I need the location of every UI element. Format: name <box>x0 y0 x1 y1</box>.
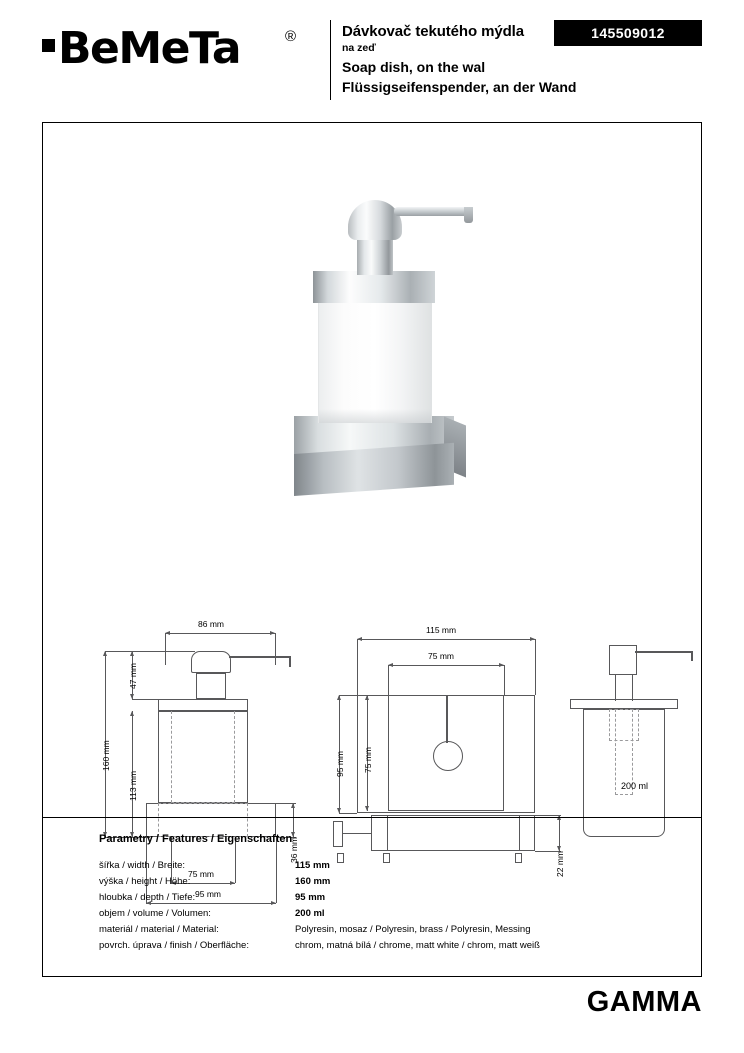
parameter-row <box>99 906 659 922</box>
series-brand-label: GAMMA <box>586 986 702 1018</box>
parameter-row <box>99 922 659 938</box>
front-pump-spout <box>229 656 291 658</box>
parameter-row <box>99 858 659 874</box>
parameter-label: povrch. úprava / finish / Oberfläche: <box>99 940 249 951</box>
ext-line <box>504 665 505 695</box>
side-pump-spout-tip <box>691 651 693 661</box>
dim-arrow <box>130 711 134 716</box>
parameter-row <box>99 890 659 906</box>
ext-line <box>535 639 536 695</box>
ext-line <box>105 651 195 652</box>
parameter-value: Polyresin, mosaz / Polyresin, brass / Polyresin, Messing <box>295 924 531 935</box>
side-pump-spout <box>635 651 693 653</box>
parameter-value: chrom, matná bílá / chrome, matt white / chrom, matt weiß <box>295 940 540 951</box>
ext-line <box>388 665 389 695</box>
side-pump-head <box>609 645 637 675</box>
parameters-separator <box>43 817 701 818</box>
front-pump-head <box>191 651 231 673</box>
product-title-en: Soap dish, on the wal <box>342 59 486 75</box>
dim-label-front-height-total: 160 mm <box>101 740 111 771</box>
dim-label-top-width-outer: 115 mm <box>426 625 457 635</box>
ext-line <box>357 639 358 695</box>
front-pump-spout-tip <box>289 656 291 667</box>
parameter-value: 200 ml <box>295 908 325 919</box>
side-pump-neck <box>615 675 633 701</box>
ext-line <box>165 633 166 665</box>
parameter-row <box>99 874 659 890</box>
side-tube-top-dashed <box>609 709 639 741</box>
ext-line <box>275 633 276 665</box>
parameter-label: materiál / material / Material: <box>99 924 219 935</box>
dim-line-top-width-outer <box>357 639 535 640</box>
ext-line <box>132 699 160 700</box>
front-bottle-collar <box>158 699 248 711</box>
product-title-cz-sub: na zeď <box>342 42 376 54</box>
parameter-label: objem / volume / Volumen: <box>99 908 211 919</box>
photo-bottle-collar <box>313 271 435 303</box>
dim-arrow <box>365 806 369 811</box>
dim-label-front-body-width: 75 mm <box>188 869 214 879</box>
top-view-spout <box>446 695 448 743</box>
parameters-section <box>99 833 659 954</box>
ext-line <box>276 803 296 804</box>
top-view-pump-circle <box>433 741 463 771</box>
photo-pump-spout <box>394 207 472 216</box>
logo-wordmark: BeMeTa <box>58 23 241 74</box>
ext-line <box>339 813 357 814</box>
ext-line <box>535 815 561 816</box>
parameters-title: Parametry / Features / Eigenschaften <box>99 833 293 845</box>
dim-arrow <box>130 651 134 656</box>
parameter-value: 160 mm <box>295 876 331 887</box>
registered-trademark-icon: ® <box>285 28 297 45</box>
dim-label-bracket-height: 22 mm <box>555 851 565 877</box>
parameter-label: hloubka / depth / Tiefe: <box>99 892 196 903</box>
dim-line-front-width-top <box>165 633 275 634</box>
volume-label: 200 ml <box>621 781 649 791</box>
photo-pump-neck <box>357 235 393 275</box>
product-photo <box>258 163 488 483</box>
parameter-value: 95 mm <box>295 892 326 903</box>
side-collar-plate <box>570 699 678 709</box>
dim-label-front-holder-height: 36 mm <box>289 837 299 863</box>
product-title-cz: Dávkovač tekutého mýdla <box>342 23 524 40</box>
parameter-label: šířka / width / Breite: <box>99 860 186 871</box>
dim-label-front-pump-height: 47 mm <box>128 663 138 689</box>
product-title-de: Flüssigseifenspender, an der Wand <box>342 79 577 95</box>
dim-label-front-base-width: 95 mm <box>195 889 221 899</box>
front-pump-neck <box>196 673 226 699</box>
dim-label-top-depth-inner: 75 mm <box>363 747 373 773</box>
header-divider <box>330 20 331 100</box>
dim-arrow <box>365 695 369 700</box>
parameter-label: výška / height / Höhe: <box>99 876 191 887</box>
dim-label-top-depth-outer: 95 mm <box>335 751 345 777</box>
ext-line <box>339 695 357 696</box>
content-frame <box>42 122 702 977</box>
front-bottle-inner-dashed <box>171 711 235 803</box>
front-holder-inner-dashed <box>158 803 248 837</box>
bemeta-logo <box>42 23 304 78</box>
photo-bottle-body <box>318 303 432 423</box>
photo-pump-head <box>348 200 402 240</box>
page-header <box>42 20 702 100</box>
photo-pump-spout-tip <box>464 207 473 223</box>
parameter-row <box>99 938 659 954</box>
dim-label-front-body-height: 113 mm <box>128 770 138 801</box>
dim-label-front-width-top: 86 mm <box>198 619 224 629</box>
dim-line-top-width-inner <box>388 665 504 666</box>
dim-label-top-width-inner: 75 mm <box>428 651 454 661</box>
parameter-value: 115 mm <box>295 860 330 871</box>
logo-square-icon <box>42 39 55 52</box>
product-code-badge: 145509012 <box>554 20 702 46</box>
